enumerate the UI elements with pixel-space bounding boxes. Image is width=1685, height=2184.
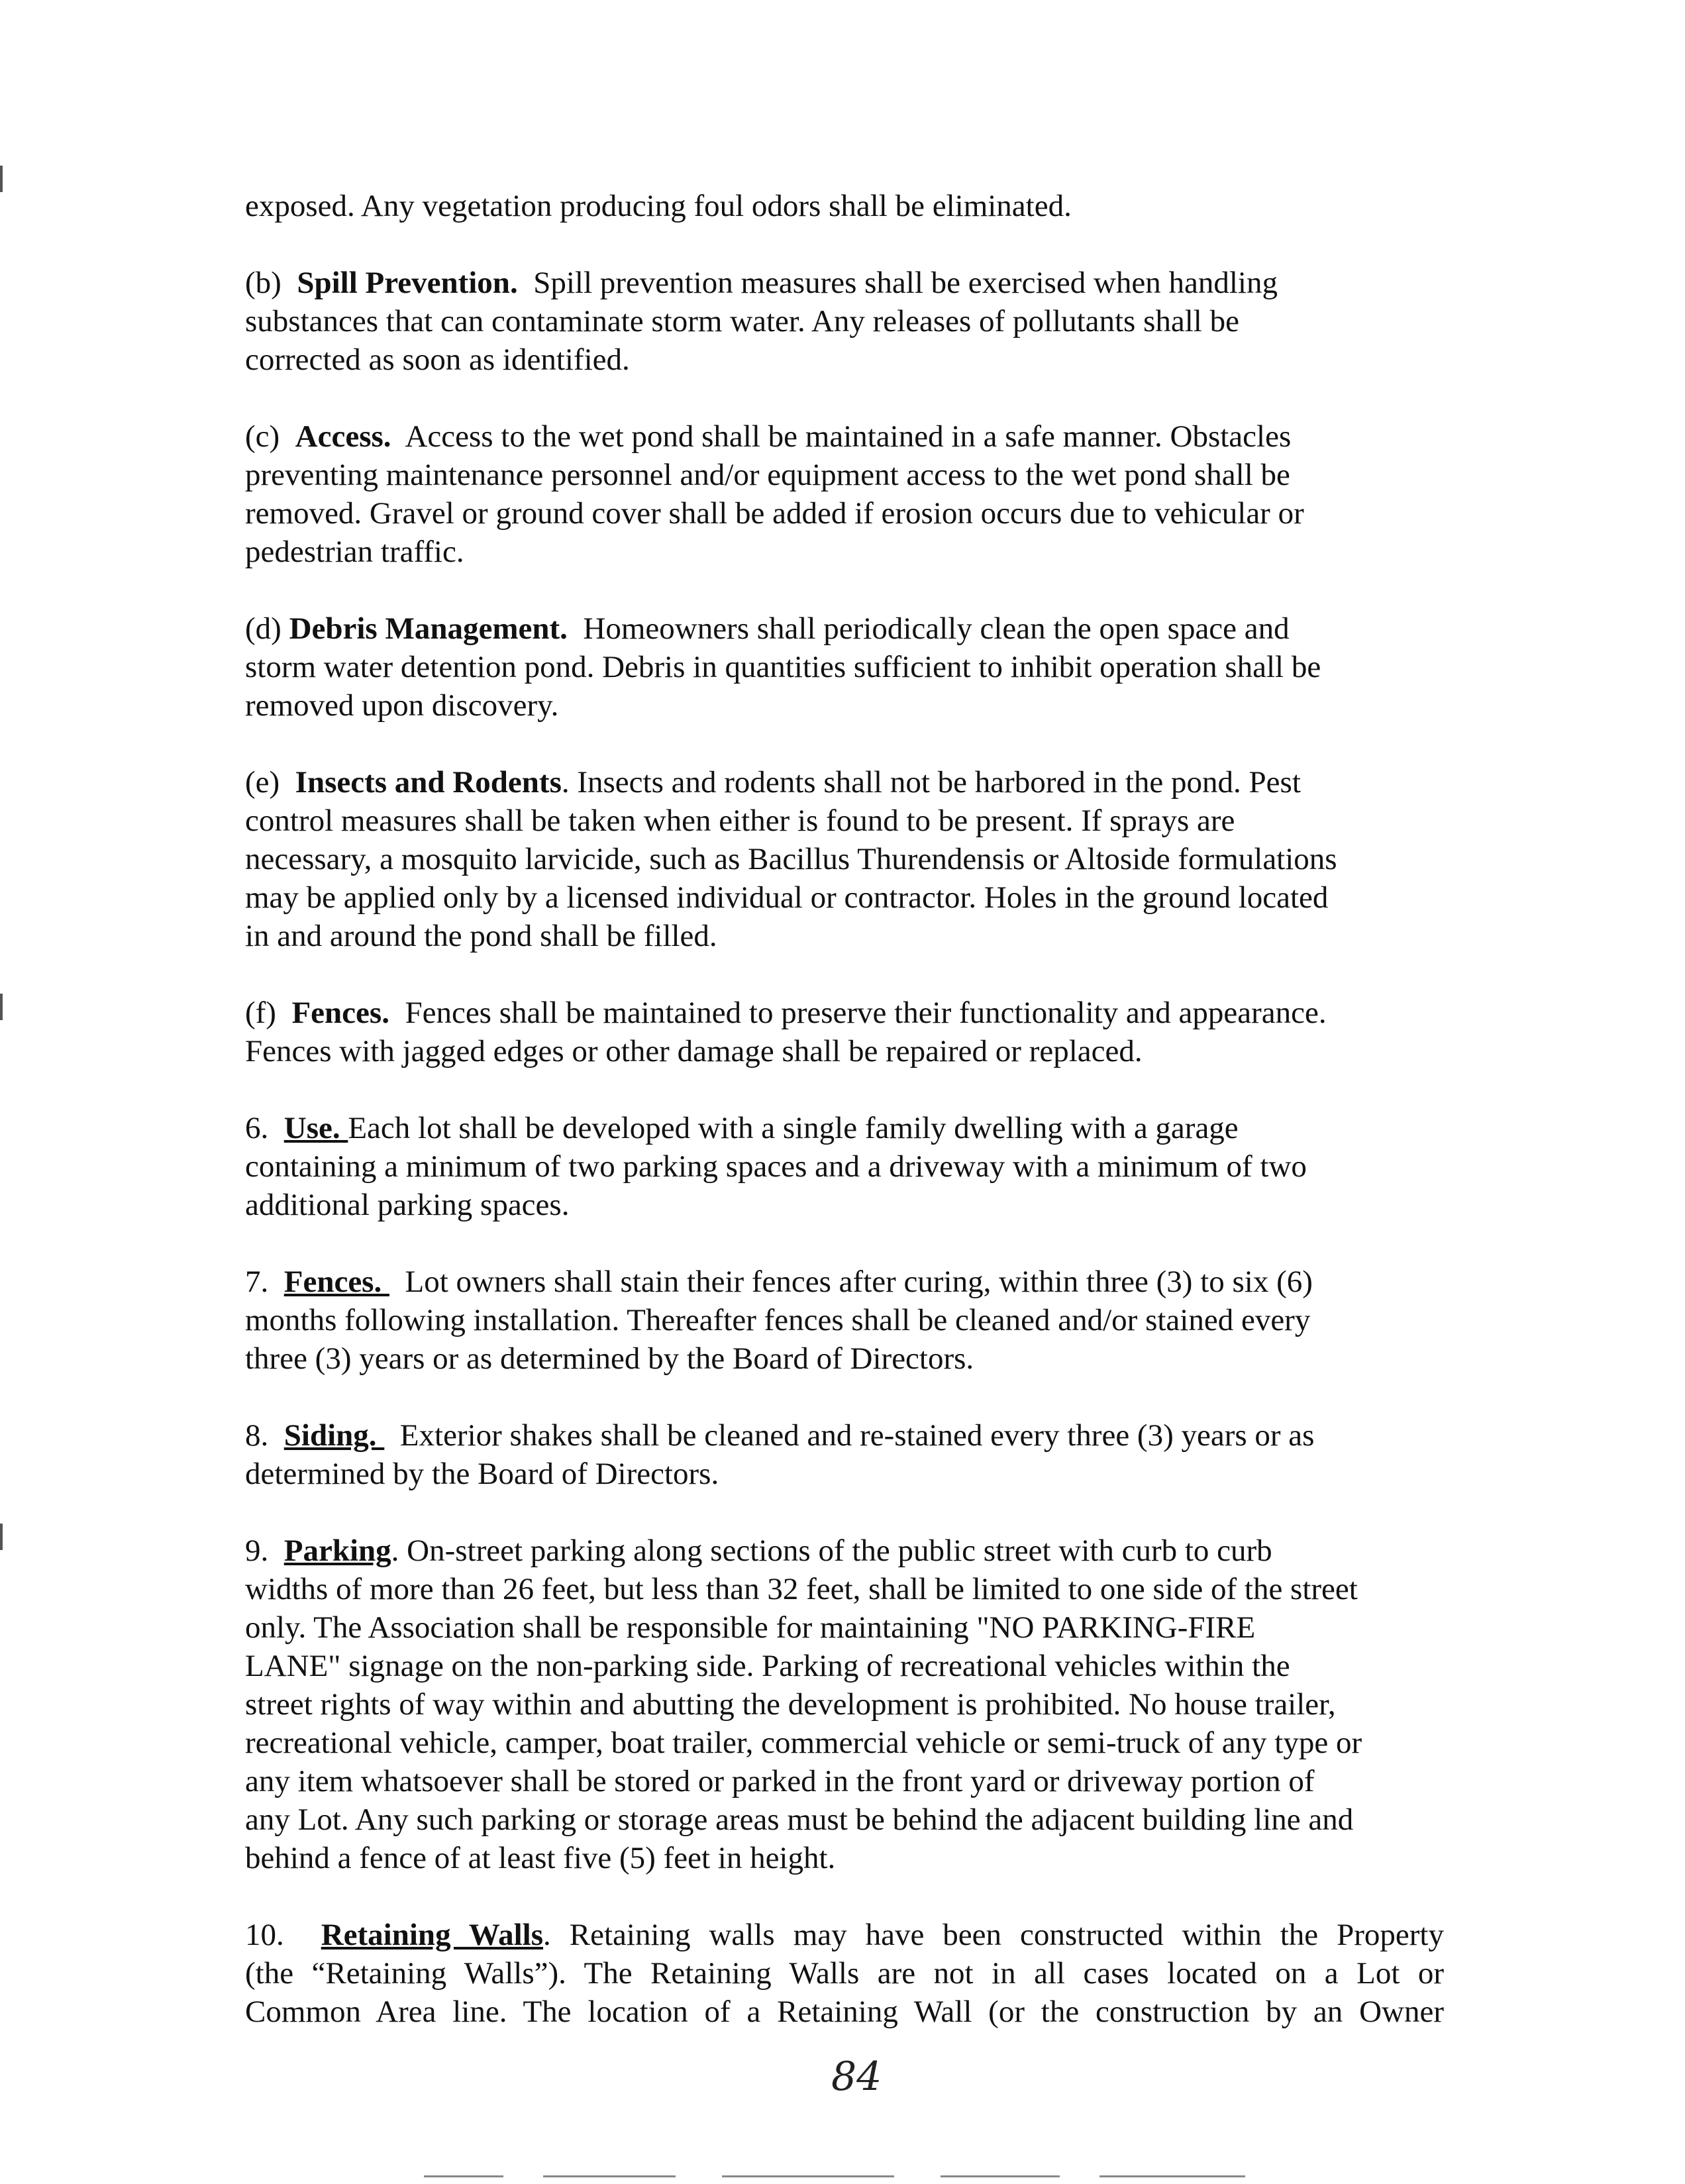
- paragraph-spill-prevention: [245, 264, 1444, 379]
- scan-mark: [0, 994, 3, 1020]
- text-line: Fences shall be maintained to preserve their functionality and appearance.: [405, 996, 1327, 1030]
- scan-mark: [1099, 2175, 1245, 2177]
- paragraph-access: [245, 417, 1444, 571]
- scan-mark: [424, 2175, 503, 2177]
- paragraph-fences-7: [245, 1263, 1444, 1378]
- text-line: any item whatsoever shall be stored or parked in the front yard or driveway portion of: [245, 1764, 1315, 1798]
- text-line: containing a minimum of two parking spaces and a driveway with a minimum of two: [245, 1149, 1307, 1184]
- section-heading: Retaining Walls: [321, 1918, 544, 1952]
- text-line: (the “Retaining Walls”). The Retaining Walls are not in all cases located on a Lot or: [245, 1956, 1444, 1991]
- scan-mark: [722, 2175, 894, 2177]
- text-line: storm water detention pond. Debris in quantities sufficient to inhibit operation shall be: [245, 650, 1321, 684]
- text-line: three (3) years or as determined by the Board of Directors.: [245, 1341, 974, 1376]
- item-label: (f): [245, 996, 276, 1030]
- item-label: 10.: [245, 1918, 284, 1952]
- scan-mark: [0, 166, 3, 192]
- text-line: Lot owners shall stain their fences after curing, within three (3) to six (6): [405, 1265, 1313, 1299]
- section-heading: Use.: [283, 1111, 348, 1145]
- scan-mark: [941, 2175, 1060, 2177]
- paragraph-debris-management: [245, 609, 1444, 725]
- section-heading: Fences.: [291, 996, 389, 1030]
- text-line: exposed. Any vegetation producing foul odors shall be eliminated.: [245, 189, 1072, 223]
- text-line: preventing maintenance personnel and/or equipment access to the wet pond shall be: [245, 458, 1290, 492]
- text-line: any Lot. Any such parking or storage areas must be behind the adjacent building line and: [245, 1802, 1354, 1837]
- text-line: . Retaining walls may have been constructed within the Property: [543, 1918, 1444, 1952]
- text-line: Spill prevention measures shall be exercised when handling: [533, 266, 1278, 300]
- item-label: 9.: [245, 1534, 269, 1568]
- text-line: Exterior shakes shall be cleaned and re-stained every three (3) years or as: [399, 1418, 1315, 1453]
- section-heading: Spill Prevention.: [297, 266, 518, 300]
- text-line: Fences with jagged edges or other damage shall be repaired or replaced.: [245, 1034, 1143, 1068]
- section-heading: Access.: [295, 419, 391, 454]
- text-line: pedestrian traffic.: [245, 535, 464, 569]
- text-line: LANE" signage on the non-parking side. Parking of recreational vehicles within the: [245, 1649, 1290, 1683]
- paragraph-insects-rodents: [245, 763, 1444, 955]
- item-label: (b): [245, 266, 281, 300]
- text-line: determined by the Board of Directors.: [245, 1457, 719, 1491]
- item-label: (d): [245, 611, 281, 646]
- text-line: behind a fence of at least five (5) feet in height.: [245, 1841, 836, 1875]
- text-line: corrected as soon as identified.: [245, 342, 630, 377]
- text-line: necessary, a mosquito larvicide, such as Bacillus Thurendensis or Altoside formulations: [245, 842, 1337, 876]
- text-line: may be applied only by a licensed individual or contractor. Holes in the ground located: [245, 880, 1329, 915]
- text-line: removed. Gravel or ground cover shall be added if erosion occurs due to vehicular or: [245, 496, 1304, 531]
- text-line: Homeowners shall periodically clean the open space and: [583, 611, 1290, 646]
- text-line: months following installation. Thereafter fences shall be cleaned and/or stained every: [245, 1303, 1311, 1337]
- item-label: 6.: [245, 1111, 269, 1145]
- text-line: additional parking spaces.: [245, 1188, 570, 1222]
- text-line: widths of more than 26 feet, but less than 32 feet, shall be limited to one side of the street: [245, 1572, 1358, 1606]
- text-line: in and around the pond shall be filled.: [245, 919, 717, 953]
- text-line: street rights of way within and abutting the development is prohibited. No house trailer,: [245, 1687, 1336, 1722]
- text-line: substances that can contaminate storm water. Any releases of pollutants shall be: [245, 304, 1239, 338]
- scan-mark: [0, 1524, 3, 1550]
- paragraph-siding: [245, 1416, 1444, 1493]
- paragraph-use: [245, 1109, 1444, 1224]
- paragraph-parking: [245, 1532, 1444, 1877]
- section-heading: Insects and Rodents: [295, 765, 562, 800]
- scan-mark: [543, 2175, 676, 2177]
- section-heading: Debris Management.: [289, 611, 568, 646]
- item-label: (e): [245, 765, 280, 800]
- item-label: 8.: [245, 1418, 269, 1453]
- section-heading: Parking: [283, 1534, 391, 1568]
- text-line: control measures shall be taken when either is found to be present. If sprays are: [245, 804, 1235, 838]
- text-line: Each lot shall be developed with a single family dwelling with a garage: [348, 1111, 1239, 1145]
- text-line: only. The Association shall be responsible for maintaining "NO PARKING-FIRE: [245, 1610, 1256, 1645]
- paragraph-fences-f: [245, 994, 1444, 1070]
- handwritten-page-number: 84: [831, 2054, 882, 2100]
- section-heading: Fences.: [283, 1265, 389, 1299]
- item-label: (c): [245, 419, 280, 454]
- text-line: removed upon discovery.: [245, 688, 559, 723]
- text-line: Access to the wet pond shall be maintained in a safe manner. Obstacles: [405, 419, 1292, 454]
- document-body: [245, 187, 1444, 2031]
- text-line: recreational vehicle, camper, boat trailer, commercial vehicle or semi-truck of any type or: [245, 1726, 1362, 1760]
- item-label: 7.: [245, 1265, 269, 1299]
- text-line: . Insects and rodents shall not be harbored in the pond. Pest: [561, 765, 1301, 800]
- section-heading: Siding.: [283, 1418, 385, 1453]
- paragraph-retaining-walls: [245, 1916, 1444, 2031]
- text-line: Common Area line. The location of a Retaining Wall (or the construction by an Owner: [245, 1995, 1444, 2029]
- paragraph-continuation: [245, 187, 1444, 225]
- text-line: . On-street parking along sections of the public street with curb to curb: [391, 1534, 1272, 1568]
